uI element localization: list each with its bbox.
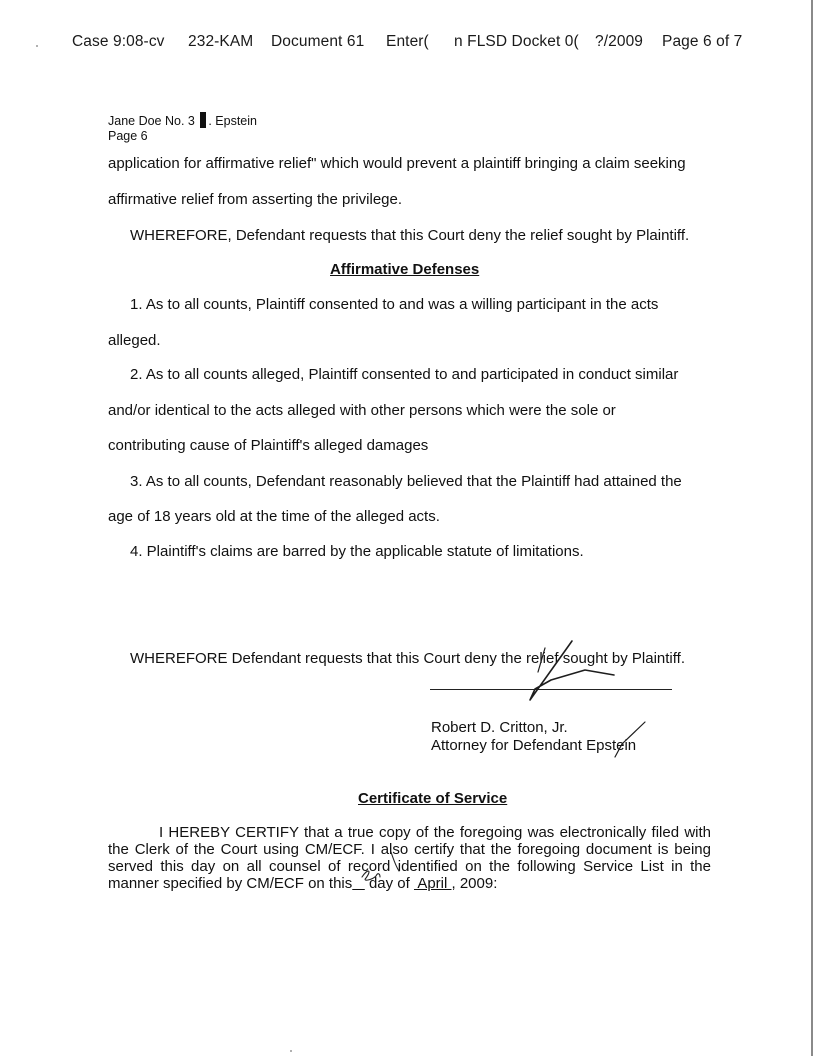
defense-2-line: contributing cause of Plaintiff's alleged damages [108, 437, 429, 454]
certificate-line-prefix: manner specified by CM/ECF on this [108, 875, 353, 892]
service-month: April [413, 875, 452, 892]
scan-speck [36, 45, 38, 47]
header-case-number: Case 9:08-cv [72, 33, 165, 50]
certificate-line: the Clerk of the Court using CM/ECF. I also certify that the foregoing document is being [108, 841, 711, 858]
defense-4-line: 4. Plaintiff's claims are barred by the applicable statute of limitations. [130, 543, 584, 560]
defense-3-line: age of 18 years old at the time of the alleged acts. [108, 508, 440, 525]
header-document-number: Document 61 [271, 33, 365, 50]
case-caption [108, 112, 257, 144]
certificate-of-service-heading: Certificate of Service [358, 790, 508, 807]
wherefore-paragraph: WHEREFORE, Defendant requests that this Court deny the relief sought by Plaintiff. [130, 227, 690, 244]
defense-2-line: and/or identical to the acts alleged with other persons which were the sole or [108, 402, 616, 419]
signer-title: Attorney for Defendant Epstein [431, 737, 637, 754]
defense-1-line: 1. As to all counts, Plaintiff consented to and was a willing participant in the acts [130, 296, 659, 313]
scan-edge-line [811, 0, 813, 1056]
scan-speck [290, 1050, 292, 1052]
header-entered: Enter( [386, 33, 429, 50]
header-page-number: Page 6 of 7 [662, 33, 743, 50]
header-docket: n FLSD Docket 0( [454, 33, 579, 50]
certificate-line: I HEREBY CERTIFY that a true copy of the foregoing was electronically filed with [159, 824, 711, 841]
header-date: ?/2009 [595, 33, 644, 50]
certificate-line: served this day on all counsel of record identified on the following Service List in the [108, 858, 711, 875]
caption-page-label: Page 6 [108, 129, 148, 143]
certificate-paragraph [108, 824, 711, 892]
header-case-fragment: 232-KAM [188, 33, 254, 50]
defense-1-line: alleged. [108, 332, 161, 349]
certificate-line-suffix: , 2009: [451, 875, 498, 892]
caption-defendant: . Epstein [208, 114, 257, 128]
certificate-line [108, 875, 711, 892]
body-line: affirmative relief from asserting the privilege. [108, 191, 403, 208]
signature-line [430, 689, 672, 690]
defense-3-line: 3. As to all counts, Defendant reasonably believed that the Plaintiff had attained the [130, 473, 682, 490]
certificate-line-middle: day of [364, 875, 414, 892]
signer-name: Robert D. Critton, Jr. [431, 719, 568, 736]
wherefore-closing-paragraph: WHEREFORE Defendant requests that this Court deny the relief sought by Plaintiff. [130, 650, 685, 667]
service-day-blank [352, 875, 365, 892]
defense-2-line: 2. As to all counts alleged, Plaintiff consented to and participated in conduct similar [130, 366, 679, 383]
redaction-block [200, 112, 206, 128]
caption-plaintiff: Jane Doe No. 3 [108, 114, 195, 128]
body-line: application for affirmative relief" which would prevent a plaintiff bringing a claim seeking [108, 155, 686, 172]
affirmative-defenses-heading: Affirmative Defenses [330, 261, 480, 278]
